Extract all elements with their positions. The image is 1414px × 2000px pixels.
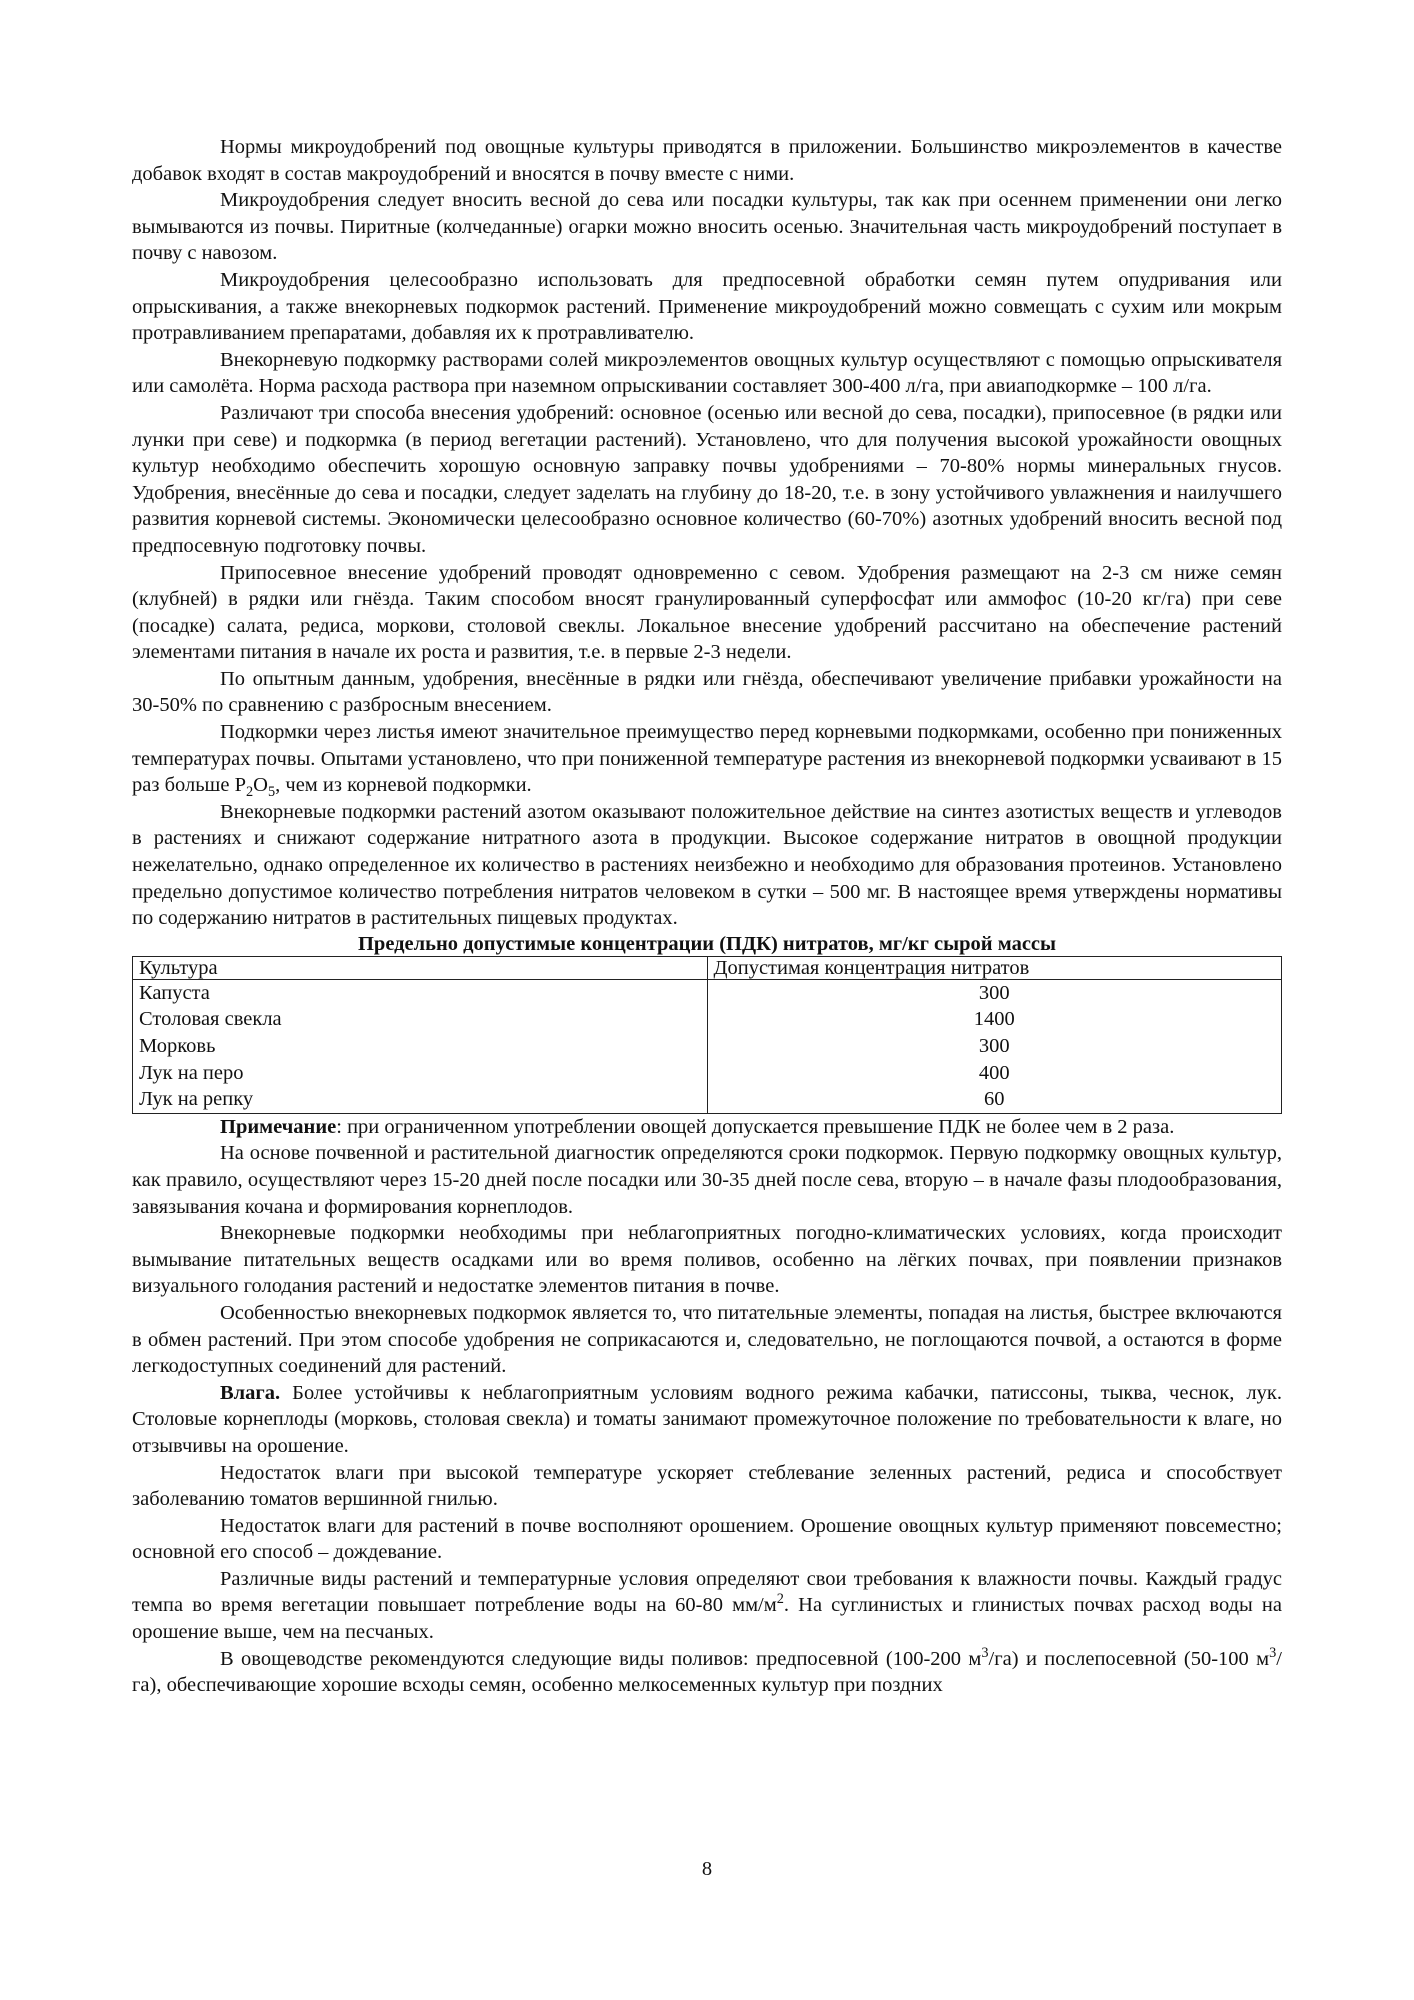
paragraph: Припосевное внесение удобрений проводят одновременно с севом. Удобрения размещают на 2-3 см ниже семян (клубней) в рядки или гнёзда. Таким способом вносят гранулированный суперфосфат или аммофос (10-20 кг/га) при севе (посадке) салата, редиса, моркови, столовой свеклы. Локальное внесение удобрений рассчитано на обеспечение растений элементами питания в начале их роста и развития, т.е. в первые 2-3 недели. — [132, 561, 1282, 664]
text-span: Различные виды растений и температурные условия определяют свои требования к влажности почвы. Каждый градус темпа во время вегетации повышает потребление воды на 60-80 мм/м — [132, 1567, 1282, 1617]
paragraph: Внекорневые подкормки необходимы при неблагоприятных погодно-климатических условиях, когда происходит вымывание питательных веществ осадками или во время поливов, особенно на лёгких почвах, при появлении признаков визуального голодания растений и недостатке элементов питания в почве. — [132, 1222, 1282, 1298]
column-header-crop: Культура — [133, 956, 708, 979]
page-number: 8 — [701, 1858, 713, 1880]
value-cell: 300 — [707, 1033, 1282, 1060]
paragraph-irrigation — [132, 1646, 1282, 1699]
crop-cell: Лук на перо — [133, 1060, 708, 1087]
document-page — [132, 134, 1282, 1699]
value-cell: 400 — [707, 1060, 1282, 1087]
table-row — [133, 979, 1282, 1006]
paragraph-nitrates: Внекорневые подкормки растений азотом оказывают положительное действие на синтез азотистых веществ и углеводов в растениях и снижают содержание нитратного азота в продукции. Высокое содержание нитратов в овощной продукции нежелательно, однако определенное их количество в растениях неизбежно и необходимо для образования протеинов. Установлено предельно допустимое количество потребления нитратов человеком в сутки – 500 мг. В настоящее время утверждены нормативы по содержанию нитратов в растительных пищевых продуктах. — [132, 800, 1282, 930]
text-span: Подкормки через листья имеют значительное преимущество перед корневыми подкормками, особенно при пониженных температурах почвы. Опытами установлено, что при пониженной температуре растения из внекорневой подкормки усваивают в 15 раз больше P — [132, 721, 1282, 797]
superscript: 3 — [981, 1644, 989, 1661]
crop-cell: Лук на репку — [133, 1086, 708, 1113]
value-cell: 300 — [707, 979, 1282, 1006]
nitrate-table — [132, 956, 1282, 1114]
text-span: , чем из корневой подкормки. — [275, 774, 532, 797]
paragraph: Внекорневую подкормку растворами солей микроэлементов овощных культур осуществляют с помощью опрыскивателя или самолёта. Норма расхода раствора при наземном опрыскивании составляет 300-400 л/га, при авиаподкормке – 100 л/га. — [132, 348, 1282, 398]
paragraph-moisture — [132, 1380, 1282, 1460]
value-cell: 1400 — [707, 1006, 1282, 1033]
paragraph-water — [132, 1566, 1282, 1646]
note-label: Примечание — [220, 1115, 337, 1138]
table-row — [133, 1033, 1282, 1060]
paragraphs-top — [132, 134, 1282, 719]
paragraph: Микроудобрения следует вносить весной до сева или посадки культуры, так как при осеннем применении они легко вымываются из почвы. Пиритные (колчеданные) огарки можно вносить осенью. Значительная часть микроудобрений поступает в почву с навозом. — [132, 189, 1282, 265]
paragraph: Различают три способа внесения удобрений: основное (осенью или весной до сева, посадки), припосевное (в рядки или лунки при севе) и подкормка (в период вегетации растений). Установлено, что для получения высокой урожайности овощных культур необходимо обеспечить хорошую основную заправку почвы удобрениями – 70-80% нормы минеральных гнусов. Удобрения, внесённые до сева и посадки, следует заделать на глубину до 18-20, т.е. в зону устойчивого увлажнения и наилучшего развития корневой системы. Экономически целесообразно основное количество (60-70%) азотных удобрений вносить весной под предпосевную подготовку почвы. — [132, 401, 1282, 557]
table-caption: Предельно допустимые концентрации (ПДК) нитратов, мг/кг сырой массы — [357, 932, 1057, 955]
table-row — [133, 1086, 1282, 1113]
text-span: /га), обеспечивающие хорошие всходы семян, особенно мелкосеменных культур при поздних — [132, 1647, 1282, 1697]
superscript: 3 — [1269, 1644, 1277, 1661]
column-header-concentration: Допустимая концентрация нитратов — [707, 956, 1282, 979]
paragraph: Микроудобрения целесообразно использовать для предпосевной обработки семян путем опудривания или опрыскивания, а также внекорневых подкормок растений. Применение микроудобрений можно совмещать с сухим или мокрым протравливанием препаратами, добавляя их к протравливателю. — [132, 268, 1282, 345]
table-note — [132, 1114, 1282, 1141]
paragraph: Недостаток влаги при высокой температуре ускоряет стеблевание зеленных растений, редиса и способствует заболеванию томатов вершинной гнилью. — [132, 1461, 1282, 1511]
paragraph: Недостаток влаги для растений в почве восполняют орошением. Орошение овощных культур применяют повсеместно; основной его способ – дождевание. — [132, 1514, 1282, 1564]
text-span: В овощеводстве рекомендуются следующие виды поливов: предпосевной (100-200 м — [220, 1647, 982, 1670]
crop-cell: Столовая свекла — [133, 1006, 708, 1033]
text-span: . На суглинистых и глинистых почвах расход воды на орошение выше, чем на песчаных. — [132, 1594, 1282, 1644]
paragraph: Нормы микроудобрений под овощные культуры приводятся в приложении. Большинство микроэлементов в качестве добавок входят в состав макроудобрений и вносятся в почву вместе с ними. — [132, 136, 1282, 185]
crop-cell: Капуста — [133, 979, 708, 1006]
moisture-text: Более устойчивы к неблагоприятным условиям водного режима кабачки, патиссоны, тыква, чеснок, лук. Столовые корнеплоды (морковь, столовая свекла) и томаты занимают промежуточное положение по требовательности к влаге, но отзывчивы на орошение. — [132, 1381, 1282, 1457]
subscript: 2 — [245, 784, 254, 801]
superscript: 2 — [776, 1591, 784, 1608]
note-text: : при ограниченном употреблении овощей допускается превышение ПДК не более чем в 2 раза. — [336, 1115, 1175, 1138]
value-cell: 60 — [707, 1086, 1282, 1113]
moisture-label: Влага. — [220, 1381, 281, 1404]
crop-cell: Морковь — [133, 1033, 708, 1060]
table-row — [133, 1006, 1282, 1033]
paragraph-p2o5 — [132, 719, 1282, 799]
paragraph: Особенностью внекорневых подкормок является то, что питательные элементы, попадая на листья, быстрее включаются в обмен растений. При этом способе удобрения не соприкасаются и, следовательно, не поглощаются почвой, а остаются в форме легкодоступных соединений для растений. — [132, 1301, 1282, 1378]
subscript: 5 — [267, 784, 276, 801]
table-row — [133, 1060, 1282, 1087]
paragraphs-after-table — [132, 1140, 1282, 1379]
paragraph: На основе почвенной и растительной диагностик определяются сроки подкормок. Первую подкормку овощных культур, как правило, осуществляют через 15-20 дней после посадки или 30-35 дней после сева, вторую – в начале фазы плодообразования, завязывания кочана и формирования корнеплодов. — [132, 1142, 1282, 1218]
text-span: /га) и послепосевной (50-100 м — [988, 1647, 1270, 1670]
paragraph: По опытным данным, удобрения, внесённые в рядки или гнёзда, обеспечивают увеличение прибавки урожайности на 30-50% по сравнению с разбросным внесением. — [132, 667, 1282, 717]
text-span: O — [253, 774, 268, 797]
